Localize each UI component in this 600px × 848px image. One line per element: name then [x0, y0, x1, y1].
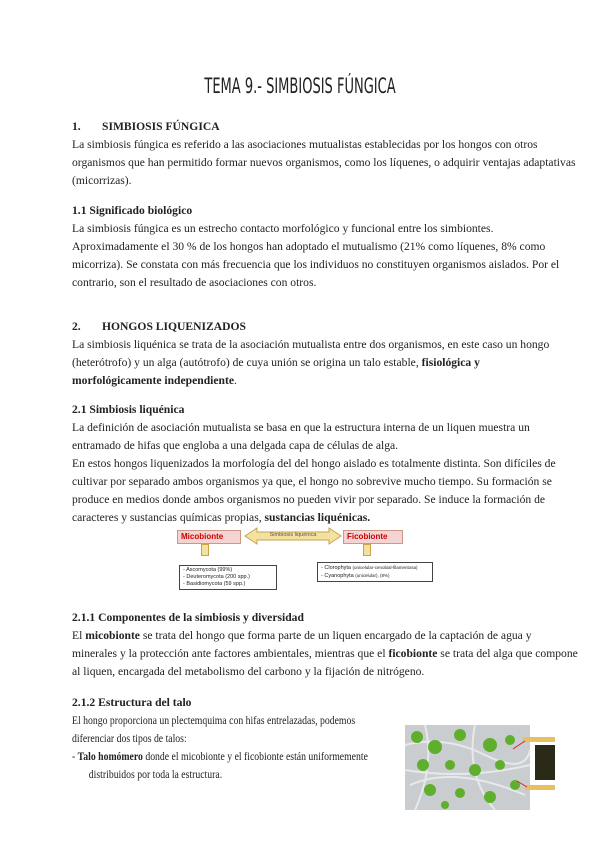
- text-line: entramado de hifas que engloba a una delgada capa de células de alga.: [72, 439, 399, 452]
- text-line: distribuidos por toda la estructura.: [88, 768, 223, 781]
- lichen-micrograph-image: [405, 725, 555, 810]
- section-heading: 2.1 Simbiosis liquénica: [72, 403, 185, 416]
- section-heading: 1.1 Significado biológico: [72, 204, 193, 217]
- section-2-1: [72, 401, 556, 527]
- text-line: cultivar por separado ambos organismos ya que, el hongo no sobrevive mucho tiempo. Su formación se: [72, 475, 552, 488]
- ficobionte-box: Ficobionte: [343, 530, 403, 544]
- text-line: La simbiosis liquénica se trata de la asociación mutualista entre dos organismos, en este caso un hongo: [72, 338, 550, 351]
- text-line: organismos que han permitido formar nuevos organismos, como los líquenes, o adquirir ventajas adaptativas: [72, 156, 576, 169]
- arrow-down-icon: [363, 544, 371, 556]
- section-2: [72, 318, 550, 390]
- text-line: (heterótrofo) y un alga (autótrofo) de cuya unión se origina un talo estable, fisiológica y: [72, 356, 480, 369]
- text-line: morfológicamente independiente.: [72, 374, 237, 387]
- text-line: La simbiosis fúngica es referido a las asociaciones mutualistas establecidas por los hongos con otros: [72, 138, 538, 151]
- text-line: En estos hongos liquenizados la morfología del del hongo aislado es totalmente distinta. Son difíciles de: [72, 457, 556, 470]
- symbiosis-diagram: [175, 524, 437, 590]
- section-heading: 2. HONGOS LIQUENIZADOS: [72, 320, 246, 333]
- text-line: (micorrizas).: [72, 174, 132, 187]
- text-line: al liquen, encargada del metabolismo del carbono y la fijación de nitrógeno.: [72, 665, 425, 678]
- ficobionte-list: - Clorophyta (unicelular-cenobial-filamentosa) - Cyanophyta (unicelular), (8%): [317, 562, 433, 582]
- page-title: TEMA 9.- SIMBIOSIS FÚNGICA: [204, 74, 396, 98]
- text-line: diferenciar dos tipos de talos:: [72, 732, 187, 745]
- arrow-down-icon: [201, 544, 209, 556]
- text-line: La simbiosis fúngica es un estrecho contacto morfológico y funcional entre los simbiontes.: [72, 222, 494, 235]
- text-line: Aproximadamente el 30 % de los hongos han adoptado el mutualismo (21% como líquenes, 8% como: [72, 240, 546, 253]
- section-2-1-2: [72, 694, 397, 784]
- text-line: contrario, son el resultado de asociaciones con otros.: [72, 276, 317, 289]
- middle-label: Simbiosis liquénica: [269, 532, 317, 538]
- text-line: El micobionte se trata del hongo que forma parte de un liquen encargado de la captación de agua y: [72, 629, 532, 642]
- text-line: minerales y la protección ante factores ambientales, mientras que el ficobionte se trata del alga que compone: [72, 647, 578, 660]
- section-heading: 1. SIMBIOSIS FÚNGICA: [72, 120, 220, 133]
- text-line: El hongo proporciona un plectemquima con hifas entrelazadas, podemos: [72, 714, 356, 727]
- section-2-1-1: [72, 609, 578, 681]
- bullet-item: - Talo homómero donde el micobionte y el ficobionte están uniformemente: [72, 750, 368, 763]
- micobionte-box: Micobionte: [177, 530, 241, 544]
- text-line: produce en medios donde ambos organismos no pueden vivir por separado. Se induce la formación de: [72, 493, 546, 506]
- section-heading: 2.1.1 Componentes de la simbiosis y diversidad: [72, 611, 304, 624]
- micobionte-list: - Ascomycota (99%) - Deuteromycota (200 spp.) - Basidiomycota (59 spp.): [179, 565, 277, 590]
- section-1: [72, 118, 576, 190]
- text-line: micorriza). Se constata con más frecuencia que los individuos no constituyen organismos aislados. Por el: [72, 258, 560, 271]
- section-1-1: [72, 202, 560, 292]
- section-heading: 2.1.2 Estructura del talo: [72, 696, 192, 709]
- text-line: La definición de asociación mutualista se basa en que la estructura interna de un liquen muestra un: [72, 421, 530, 434]
- text-line: caracteres y sustancias químicas propias, sustancias liquénicas.: [72, 511, 371, 524]
